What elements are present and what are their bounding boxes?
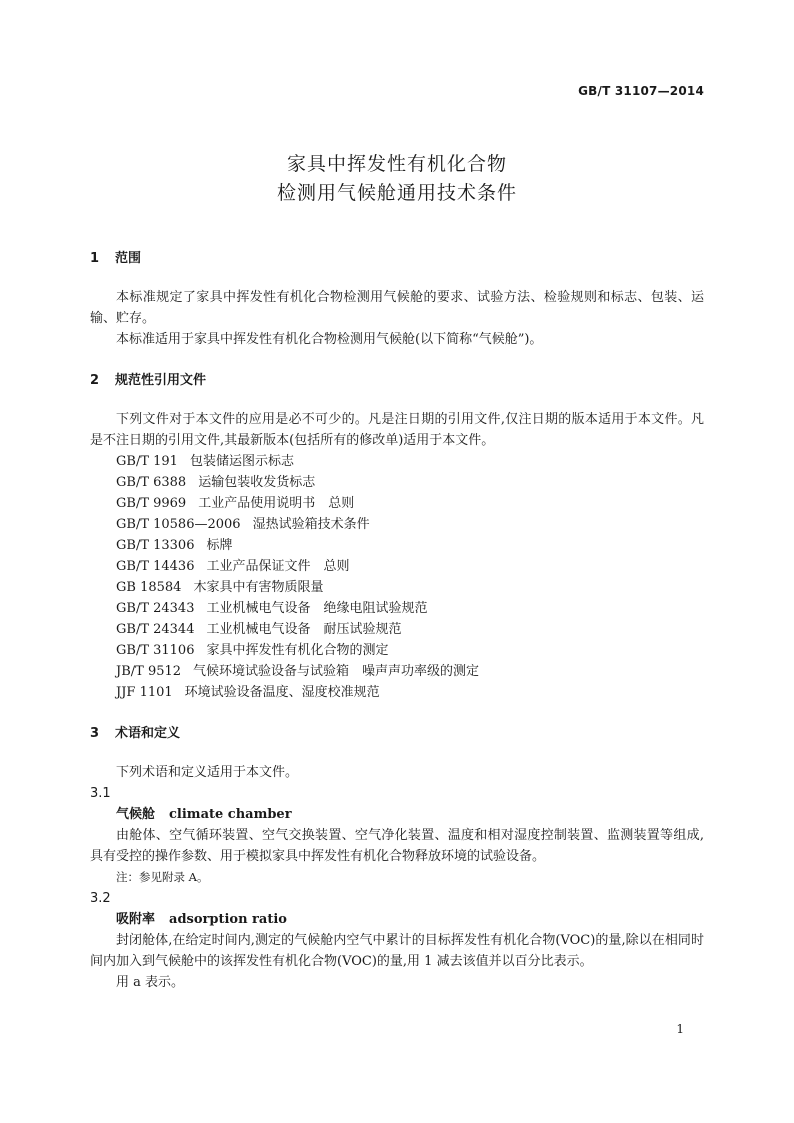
reference-item (90, 451, 704, 472)
reference-item (90, 661, 704, 682)
title-line-2: 检测用气候舱通用技术条件 (276, 182, 517, 204)
reference-item (90, 472, 704, 493)
clause-3-2-number: 3.2 (90, 891, 111, 906)
terms-intro: 下列术语和定义适用于本文件。 (116, 765, 299, 780)
reference-code: GB/T 24343 (116, 601, 195, 616)
term-note: 注：参见附录 A。 (116, 870, 209, 884)
references-intro: 下列文件对于本文件的应用是必不可少的。凡是注日期的引用文件,仅注日期的版本适用于本文件。凡是不注日期的引用文件,其最新版本(包括所有的修改单)适用于本文件。 (90, 412, 704, 448)
section-title: 规范性引用文件 (115, 373, 207, 388)
reference-title: 木家具中有害物质限量 (193, 580, 324, 595)
term-en: adsorption ratio (169, 912, 287, 927)
reference-code: GB/T 31106 (116, 643, 195, 658)
reference-code: GB 18584 (116, 580, 182, 595)
reference-title: 工业机械电气设备 耐压试验规范 (206, 622, 402, 637)
reference-list (90, 451, 704, 703)
reference-title: 环境试验设备温度、湿度校准规范 (184, 685, 380, 700)
reference-item (90, 682, 704, 703)
reference-title: 工业产品使用说明书 总则 (198, 496, 355, 511)
reference-code: GB/T 6388 (116, 475, 187, 490)
scope-paragraph-1: 本标准规定了家具中挥发性有机化合物检测用气候舱的要求、试验方法、检验规则和标志、包装、运输、贮存。 (90, 290, 704, 326)
term-cn: 吸附率 (116, 912, 156, 927)
term-climate-chamber (90, 804, 704, 825)
reference-code: GB/T 10586—2006 (116, 517, 241, 532)
reference-title: 工业产品保证文件 总则 (206, 559, 350, 574)
scope-paragraph-2: 本标准适用于家具中挥发性有机化合物检测用气候舱(以下简称“气候舱”)。 (116, 332, 543, 347)
reference-code: JJF 1101 (116, 685, 173, 700)
page-number: 1 (676, 1022, 684, 1036)
reference-title: 气候环境试验设备与试验箱 噪声声功率级的测定 (193, 664, 480, 679)
reference-code: GB/T 14436 (116, 559, 195, 574)
reference-item (90, 640, 704, 661)
reference-title: 标牌 (206, 538, 233, 553)
term-definition: 由舱体、空气循环装置、空气交换装置、空气净化装置、温度和相对湿度控制装置、监测装置等组成,具有受控的操作参数、用于模拟家具中挥发性有机化合物释放环境的试验设备。 (90, 828, 704, 864)
reference-title: 工业机械电气设备 绝缘电阻试验规范 (206, 601, 428, 616)
section-title: 术语和定义 (115, 726, 181, 741)
reference-code: GB/T 191 (116, 454, 178, 469)
reference-title: 包装储运图示标志 (189, 454, 294, 469)
section-3-heading (90, 723, 704, 744)
section-number: 3 (90, 726, 100, 741)
section-2-heading (90, 370, 704, 391)
term-cn: 气候舱 (116, 807, 156, 822)
reference-code: GB/T 9969 (116, 496, 187, 511)
document-body (90, 248, 704, 993)
reference-item (90, 619, 704, 640)
section-1-heading (90, 248, 704, 269)
reference-item (90, 493, 704, 514)
reference-item (90, 556, 704, 577)
reference-title: 家具中挥发性有机化合物的测定 (206, 643, 389, 658)
reference-title: 运输包装收发货标志 (198, 475, 316, 490)
standard-code: GB/T 31107—2014 (578, 84, 704, 98)
reference-code: GB/T 13306 (116, 538, 195, 553)
reference-item (90, 598, 704, 619)
reference-item (90, 514, 704, 535)
reference-code: GB/T 24344 (116, 622, 195, 637)
reference-code: JB/T 9512 (116, 664, 182, 679)
reference-item (90, 577, 704, 598)
term-adsorption-ratio (90, 909, 704, 930)
section-number: 1 (90, 251, 100, 266)
document-title (0, 150, 794, 208)
term-symbol-line: 用 a 表示。 (116, 975, 185, 990)
reference-item (90, 535, 704, 556)
clause-3-1-number: 3.1 (90, 786, 111, 801)
term-definition: 封闭舱体,在给定时间内,测定的气候舱内空气中累计的目标挥发性有机化合物(VOC)的量,除以在相同时间内加入到气候舱中的该挥发性有机化合物(VOC)的量,用 1 减去该值并以百分比表示。 (90, 933, 704, 969)
section-number: 2 (90, 373, 100, 388)
term-en: climate chamber (169, 807, 292, 822)
reference-title: 湿热试验箱技术条件 (252, 517, 370, 532)
section-title: 范围 (115, 251, 142, 266)
title-line-1: 家具中挥发性有机化合物 (286, 153, 507, 175)
